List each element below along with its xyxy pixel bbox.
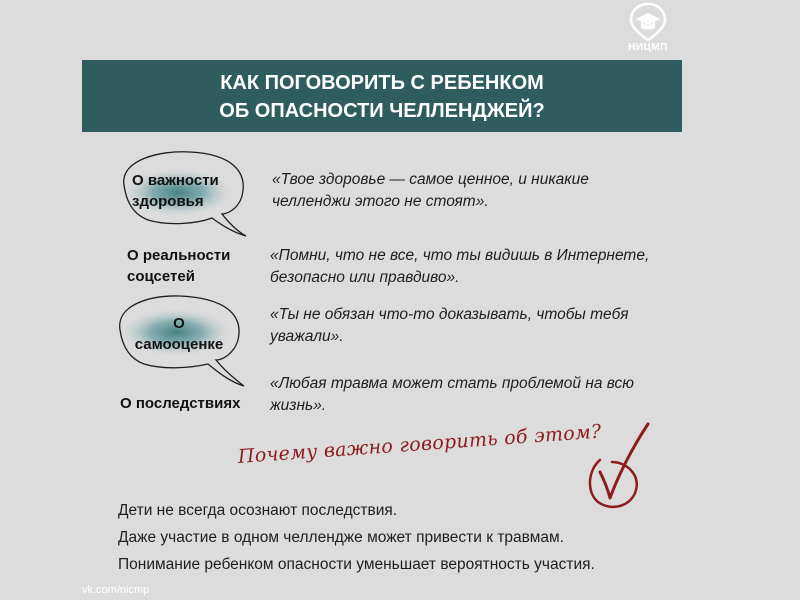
fact-2: Даже участие в одном челлендже может привести к травмам.: [118, 529, 564, 546]
quote-consequences-line-1: «Любая травма может стать проблемой на всю: [270, 375, 634, 392]
topic-consequences: [120, 393, 240, 414]
topic-social-media-line-1: О реальности: [127, 247, 231, 264]
quote-social-media-line-2: безопасно или правдиво».: [270, 269, 460, 286]
topic-social-media-line-2: соцсетей: [127, 268, 195, 285]
logo-text: НИЦМП: [628, 42, 668, 53]
topic-social-media: [127, 245, 230, 287]
topic-self-esteem: [130, 313, 228, 355]
quote-consequences-line-2: жизнь».: [270, 397, 327, 414]
fact-3: Понимание ребенком опасности уменьшает вероятность участия.: [118, 556, 595, 573]
quote-health-line-1: «Твое здоровье — самое ценное, и никакие: [272, 171, 589, 188]
topic-consequences-line-1: О последствиях: [120, 395, 241, 412]
quote-social-media-line-1: «Помни, что не все, что ты видишь в Интернете,: [270, 247, 650, 264]
quote-self-esteem-line-1: «Ты не обязан что-то доказывать, чтобы тебя: [270, 306, 629, 323]
topic-self-esteem-line-2: самооценке: [134, 336, 224, 353]
page-title-line-1: КАК ПОГОВОРИТЬ С РЕБЕНКОМ: [220, 72, 544, 94]
page-title-line-2: ОБ ОПАСНОСТИ ЧЕЛЛЕНДЖЕЙ?: [219, 100, 545, 122]
topic-health-line-2: здоровья: [132, 193, 204, 210]
quote-self-esteem: [270, 304, 629, 348]
topic-health-line-1: О важности: [132, 172, 219, 189]
quote-social-media: [270, 245, 649, 289]
quote-health-line-2: челленджи этого не стоят».: [272, 193, 489, 210]
quote-health: [272, 169, 589, 213]
topic-health: [132, 170, 219, 212]
fact-1: Дети не всегда осознают последствия.: [118, 502, 398, 519]
topic-self-esteem-line-1: О: [173, 315, 185, 332]
source-link[interactable]: vk.com/nicmp: [82, 584, 150, 596]
why-heading: Почему важно говорить об этом?: [237, 420, 603, 468]
quote-self-esteem-line-2: уважали».: [270, 328, 344, 345]
quote-consequences: [270, 373, 634, 417]
